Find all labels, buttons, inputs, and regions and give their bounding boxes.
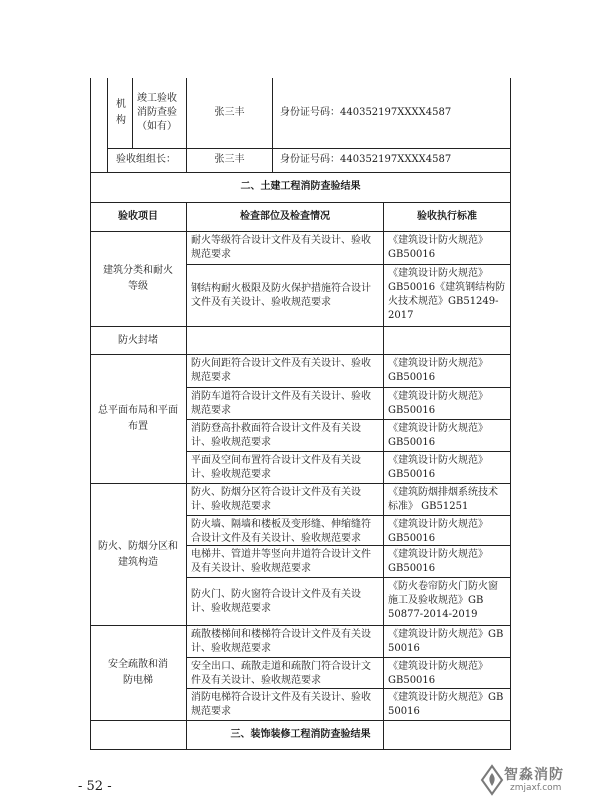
group-name: 防火封堵: [118, 334, 158, 346]
section2-title: 二、土建工程消防查验结果: [240, 181, 361, 192]
group-name: 总平面布局和平面布置: [98, 405, 178, 432]
standard-cell: 《建筑防烟排烟系统技术标准》 GB51251: [388, 487, 498, 512]
logo-url: zmjaxf.com: [510, 783, 562, 793]
inspection-person: 张三丰: [214, 107, 245, 118]
check-cell: 钢结构耐火极限及防火保护措施符合设计文件及有关设计、验收规范要求: [191, 282, 371, 308]
table-border-bottom: [90, 749, 511, 750]
standard-cell: 《防火卷帘防火门防火窗施工及验收规范》GB 50877-2014-2019: [388, 581, 498, 620]
check-cell: 电梯井、管道井等竖向井道符合设计文件及有关设计、验收规范要求: [191, 549, 371, 574]
inspection-id: 身份证号码：440352197XXXX4587: [280, 107, 452, 118]
section3-title: 三、装饰装修工程消防查验结果: [230, 729, 371, 740]
check-cell: 耐火等级符合设计文件及有关设计、验收规范要求: [191, 235, 371, 260]
rule: [107, 78, 108, 172]
check-cell: 防火门、防火窗符合设计文件及有关设计、验收规范要求: [191, 588, 361, 614]
group-name: 安全疏散和消防电梯: [108, 659, 168, 686]
group-name: 防火、防烟分区和建筑构造: [98, 540, 178, 568]
standard-cell: 《建筑设计防火规范》GB 50016: [388, 692, 504, 717]
org-label: 机构: [116, 99, 126, 126]
header-standard: 验收执行标准: [417, 211, 477, 222]
standard-cell: 《建筑设计防火规范》GB50016《建筑钢结构防火技术规范》GB51249-2017: [388, 268, 506, 321]
check-cell: [187, 327, 383, 354]
leader-id: 身份证号码：440352197XXXX4587: [280, 154, 452, 165]
standard-cell: 《建筑设计防火规范》GB50016: [388, 423, 488, 448]
site-logo: [480, 762, 592, 798]
rule: [272, 78, 273, 172]
standard-cell: 《建筑设计防火规范》GB50016: [388, 391, 488, 416]
check-cell: 疏散楼梯间和楼梯符合设计文件及有关设计、验收规范要求: [191, 629, 371, 654]
page-number: - 52 -: [78, 779, 112, 794]
standard-cell: 《建筑设计防火规范》GB50016: [388, 661, 488, 686]
standard-cell: 《建筑设计防火规范》GB50016: [388, 358, 488, 383]
standard-cell: 《建筑设计防火规范》GB 50016: [388, 629, 504, 654]
check-cell: 消防登高扑救面符合设计文件及有关设计、验收规范要求: [191, 423, 361, 448]
check-cell: 防火、防烟分区符合设计文件及有关设计、验收规范要求: [191, 487, 361, 512]
header-item: 验收项目: [118, 211, 158, 222]
group-name: 建筑分类和耐火等级: [103, 265, 173, 292]
flame-diamond-icon: [480, 764, 504, 796]
check-cell: 平面及空间布置符合设计文件及有关设计、验收规范要求: [191, 455, 361, 480]
logo-text: 智淼消防: [504, 767, 564, 783]
leader-label: 验收组组长：: [116, 154, 176, 165]
check-cell: 防火间距符合设计文件及有关设计、验收规范要求: [191, 358, 371, 383]
standard-cell: [384, 327, 510, 354]
check-cell: 安全出口、疏散走道和疏散门符合设计文件及有关设计、验收规范要求: [191, 661, 371, 686]
check-cell: 消防电梯符合设计文件及有关设计、验收规范要求: [191, 692, 371, 717]
check-cell: 防火墙、隔墙和楼板及变形缝、伸缩缝符合设计文件及有关设计、验收规范要求: [191, 519, 371, 544]
check-cell: 消防车道符合设计文件及有关设计、验收规范要求: [191, 391, 371, 416]
standard-cell: 《建筑设计防火规范》GB50016: [388, 235, 488, 260]
rule: [132, 78, 133, 148]
inspection-label: 竣工验收消防查验（如有）: [137, 93, 177, 132]
standard-cell: 《建筑设计防火规范》GB50016: [388, 519, 488, 544]
header-check: 检查部位及检查情况: [240, 211, 330, 222]
standard-cell: 《建筑设计防火规范》GB50016: [388, 549, 488, 574]
standard-cell: 《建筑设计防火规范》GB50016: [388, 455, 488, 480]
leader-person: 张三丰: [214, 154, 245, 165]
